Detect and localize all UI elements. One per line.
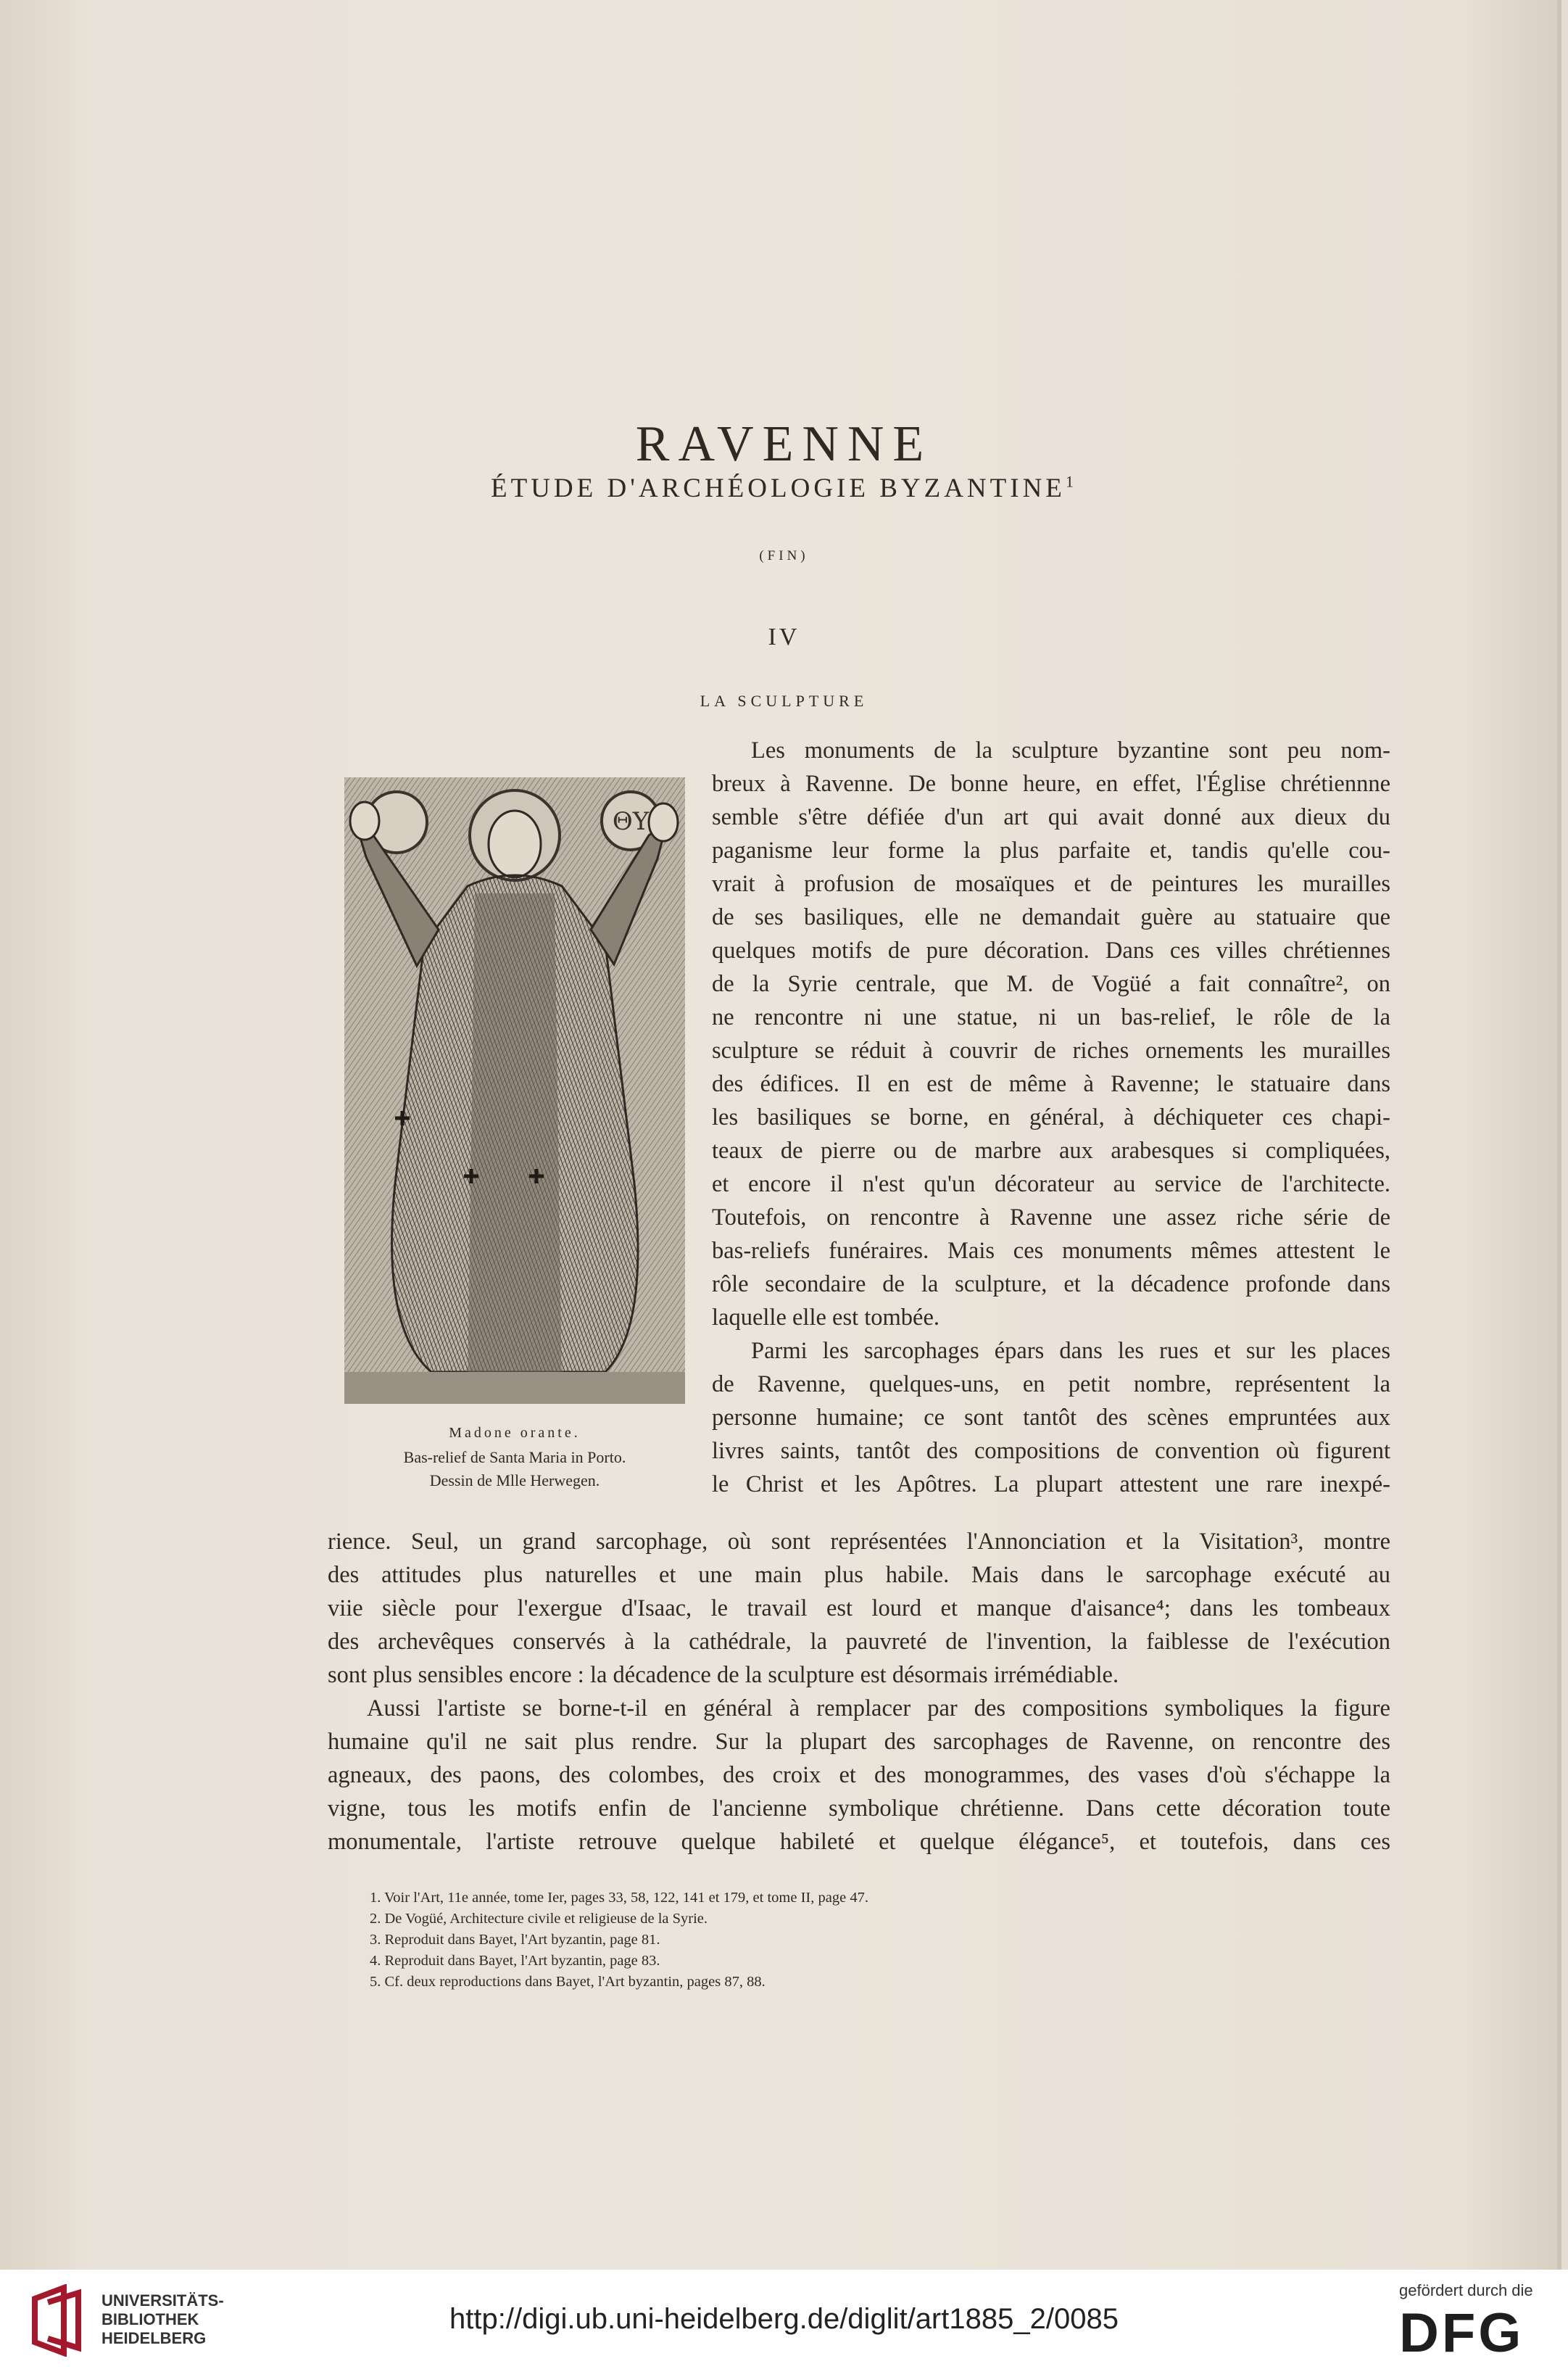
text-line: personne humaine; ce sont tantôt des scènes empruntées aux: [712, 1405, 1390, 1431]
footnote: 5. Cf. deux reproductions dans Bayet, l'Art byzantin, pages 87, 88.: [370, 1974, 766, 1990]
text-line: le Christ et les Apôtres. La plupart attestent une rare inexpé-: [712, 1471, 1390, 1497]
text-line: vigne, tous les motifs enfin de l'ancienne symbolique chrétienne. Dans cette décoration toute: [328, 1795, 1390, 1822]
footnote: 4. Reproduit dans Bayet, l'Art byzantin, page 83.: [370, 1953, 660, 1969]
figure-caption-source: Bas-relief de Santa Maria in Porto.: [403, 1448, 626, 1466]
right-column-text: [712, 734, 1390, 1501]
text-line: de ses basiliques, elle ne demandait guère au statuaire que: [712, 904, 1390, 930]
footnote: 1. Voir l'Art, 11e année, tome Ier, pages 33, 58, 122, 141 et 179, et tome II, page 47.: [370, 1890, 868, 1906]
text-line: quelques motifs de pure décoration. Dans ces villes chrétiennes: [712, 938, 1390, 964]
text-line: breux à Ravenne. De bonne heure, en effet, l'Église chrétiennne: [712, 771, 1390, 797]
text-line: paganisme leur forme la plus parfaite et, tandis qu'elle cou-: [712, 838, 1390, 864]
text-line: livres saints, tantôt des compositions de convention où figurent: [712, 1438, 1390, 1464]
text-line: bas-reliefs funéraires. Mais ces monuments mêmes attestent le: [712, 1238, 1390, 1264]
fin-label: (FIN): [759, 548, 809, 563]
text-line: rience. Seul, un grand sarcophage, où sont représentées l'Annonciation et la Visitation³, montre: [328, 1529, 1390, 1555]
page-subtitle: [0, 473, 1568, 504]
text-line: monumentale, l'artiste retrouve quelque habileté et quelque élégance⁵, et toutefois, dans ces: [328, 1829, 1390, 1855]
text-line: de Ravenne, quelques-uns, en petit nombre, représentent la: [712, 1371, 1390, 1397]
text-line: viie siècle pour l'exergue d'Isaac, le travail est lourd et manque d'aisance⁴; dans les tombeaux: [328, 1595, 1390, 1621]
madonna-illustration: [344, 777, 685, 1404]
medallion-inscription: ΘΥ: [612, 807, 650, 836]
library-name-line: UNIVERSITÄTS-: [101, 2291, 224, 2310]
footnotes: [370, 1888, 868, 1993]
text-line: semble s'être défiée d'un art qui avait donné aux dieux du: [712, 804, 1390, 830]
madonna-engraving: [344, 777, 685, 1404]
text-line: Parmi les sarcophages épars dans les rues et sur les places: [751, 1338, 1390, 1364]
text-line: Aussi l'artiste se borne-t-il en général à remplacer par des compositions symboliques la figure: [367, 1695, 1390, 1721]
text-line: laquelle elle est tombée.: [712, 1305, 940, 1331]
permalink[interactable]: http://digi.ub.uni-heidelberg.de/diglit/art1885_2/0085: [449, 2303, 1119, 2335]
footnote: 3. Reproduit dans Bayet, l'Art byzantin, page 81.: [370, 1932, 660, 1948]
subtitle-footnote-ref: 1: [1065, 472, 1077, 491]
text-line: Toutefois, on rencontre à Ravenne une assez riche série de: [712, 1204, 1390, 1231]
funder-label: gefördert durch die: [1399, 2281, 1533, 2299]
text-line: sculpture se réduit à couvrir de riches ornements les murailles: [712, 1038, 1390, 1064]
text-line: humaine qu'il ne sait plus rendre. Sur la plupart des sarcophages de Ravenne, on rencontre des: [328, 1729, 1390, 1755]
text-line: de la Syrie centrale, que M. de Vogüé a fait connaître², on: [712, 971, 1390, 997]
text-line: des attitudes plus naturelles et une main plus habile. Mais dans le sarcophage exécuté au: [328, 1562, 1390, 1588]
page-title: RAVENNE: [635, 415, 933, 472]
section-title: LA SCULPTURE: [700, 692, 868, 710]
text-line: agneaux, des paons, des colombes, des croix et des monogrammes, des vases d'où s'échappe la: [328, 1762, 1390, 1788]
text-line: ne rencontre ni une statue, ni un bas-relief, le rôle de la: [712, 1004, 1390, 1030]
text-line: des archevêques conservés à la cathédrale, la pauvreté de l'invention, la faiblesse de l'exécution: [328, 1629, 1390, 1655]
dfg-logo: DFG: [1399, 2302, 1525, 2364]
subtitle-text: ÉTUDE D'ARCHÉOLOGIE BYZANTINE: [491, 474, 1066, 503]
text-line: Les monuments de la sculpture byzantine sont peu nom-: [751, 737, 1390, 764]
library-name-line: HEIDELBERG: [101, 2329, 207, 2347]
text-line: teaux de pierre ou de marbre aux arabesques si compliquées,: [712, 1138, 1390, 1164]
text-line: les basiliques se borne, en général, à déchiqueter ces chapi-: [712, 1104, 1390, 1130]
text-line: des édifices. Il en est de même à Ravenne; le statuaire dans: [712, 1071, 1390, 1097]
text-line: rôle secondaire de la sculpture, et la décadence profonde dans: [712, 1271, 1390, 1297]
section-number: IV: [768, 624, 800, 650]
text-line: vrait à profusion de mosaïques et de peintures les murailles: [712, 871, 1390, 897]
footnote: 2. De Vogüé, Architecture civile et religieuse de la Syrie.: [370, 1911, 708, 1927]
figure-caption-title: Madone orante.: [449, 1425, 581, 1441]
full-width-text: [328, 1525, 1390, 1859]
text-line: et encore il n'est qu'un décorateur au service de l'architecte.: [712, 1171, 1390, 1197]
text-line: sont plus sensibles encore : la décadence de la sculpture est désormais irrémédiable.: [328, 1662, 1119, 1688]
figure-caption-artist: Dessin de Mlle Herwegen.: [429, 1471, 600, 1489]
library-name-line: BIBLIOTHEK: [101, 2310, 199, 2328]
